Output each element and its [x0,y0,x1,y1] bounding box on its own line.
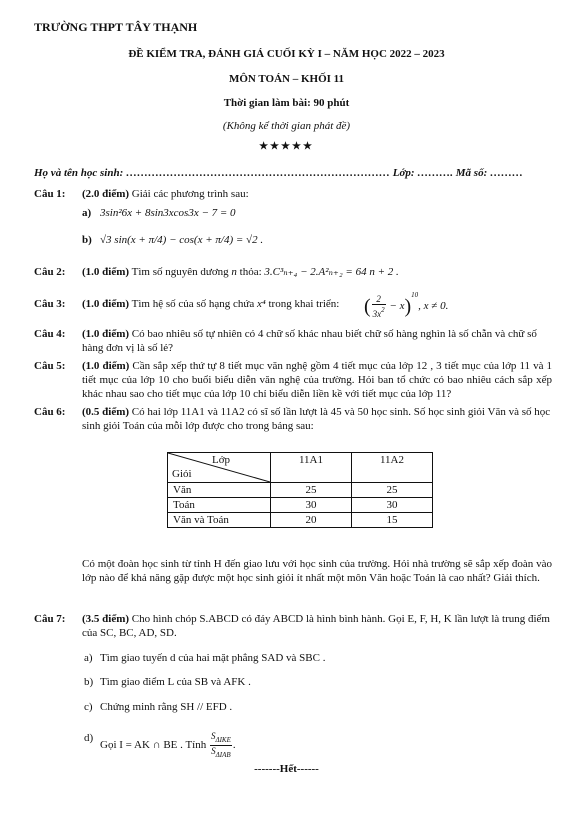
table-row [168,483,433,498]
question-label: Câu 6: [34,406,66,418]
question-6 [82,405,552,433]
table-row [168,513,433,528]
row-label: Văn [168,483,271,498]
variable: n [231,266,237,278]
subject-line: MÔN TOÁN – KHỐI 11 [228,73,345,85]
column-header: 11A2 [352,453,433,483]
question-label: Câu 3: [34,298,66,310]
duration-line: Thời gian làm bài: 90 phút [223,97,350,109]
table-cell: 30 [271,498,352,513]
part-7b: Tìm giao điểm L của SB và AFK . [100,676,251,688]
question-text: Cần sắp xếp thứ tự 8 tiết mục văn nghệ gồm 4 tiết mục của lớp 12 , 3 tiết mục của lớp 11 và 1 tiết mục của lớp 10 cho buổi biểu diễn văn nghệ của trường. Hỏi ban tổ chức có bao nhiêu cách sắp xếp khác nhau sao cho tiết mục của lớp 10 chỉ biểu diễn liền kề với tiết mục của lớp 11? [82,360,553,400]
table-cell: 15 [352,513,433,528]
table-cell: 20 [271,513,352,528]
part-label: c) [84,701,93,713]
expansion-condition: , x ≠ 0. [418,300,449,312]
part-7d-text: Gọi I = AK ∩ BE . Tính [100,739,207,752]
points: (1.0 điểm) [82,298,130,310]
question-text-2: trong khai triển: [268,298,340,310]
grades-table [167,452,433,528]
points: (0.5 điểm) [82,406,130,418]
question-text: Có hai lớp 11A1 và 11A2 có sĩ số lần lượt là 45 và 50 học sinh. Số học sinh giỏi Văn và số học sinh giỏi Toán của mỗi lớp được cho trong bảng sau: [82,406,551,432]
question-5 [82,359,552,401]
question-text-2: thỏa: [239,266,262,278]
question-1 [82,187,552,201]
row-label: Toán [168,498,271,513]
exam-title: ĐỀ KIỂM TRA, ĐÁNH GIÁ CUỐI KỲ I – NĂM HỌC 2022 – 2023 [128,48,445,60]
question-text: Cho hình chóp S.ABCD có đáy ABCD là hình bình hành. Gọi E, F, H, K lần lượt là trung điểm của SC, BC, AD, SD. [82,613,550,639]
question-text: Giải các phương trình sau: [131,188,249,200]
question-4 [82,327,552,355]
row-label: Văn và Toán [168,513,271,528]
table-header-row [168,453,433,483]
area-ratio-fraction: $\frac{S_{\Delta IKE}}{S_{\Delta IAB}}$ [210,731,231,759]
question-text: Tìm hệ số của số hạng chứa [131,298,255,310]
equation-1a: 3sin²6x + 8sin3xcos3x − 7 = 0 [100,207,236,219]
part-7a: Tìm giao tuyến d của hai mặt phẳng SAD và SBC . [100,652,326,664]
points: (1.0 điểm) [82,360,130,372]
duration-note: (Không kể thời gian phát đề) [222,120,351,132]
corner-bottom-label: Giỏi [172,468,192,480]
question-label: Câu 2: [34,266,66,278]
end-marker: -------Hết------ [254,763,319,775]
part-label: b) [82,234,92,246]
column-header: 11A1 [271,453,352,483]
part-label: b) [84,676,94,688]
table-cell: 30 [352,498,433,513]
question-text: Tìm số nguyên dương [131,266,229,278]
table-corner-cell [168,453,271,483]
question-3 [82,297,552,311]
part-label: a) [82,207,92,219]
question-label: Câu 4: [34,328,66,340]
table-cell: 25 [271,483,352,498]
table-cell: 25 [352,483,433,498]
points: (3.5 điểm) [82,613,130,625]
points: (1.0 điểm) [82,328,130,340]
corner-top-label: Lớp [212,454,231,466]
question-text: Có bao nhiêu số tự nhiên có 4 chữ số khác nhau biết chữ số hàng nghìn là số chẵn và chữ số hàng đơn vị là số lẻ? [82,328,537,354]
part-label: a) [84,652,93,664]
question-6-followup: Có một đoàn học sinh từ tỉnh H đến giao lưu với học sinh của trường. Hỏi nhà trường sẽ sắp xếp đoàn vào lớp nào để khả năng gặp được một học sinh giỏi ít nhất một môn Văn hoặc Toán là cao nhất? Giải thích. [82,558,552,584]
question-label: Câu 5: [34,360,66,372]
question-2 [82,265,552,279]
question-label: Câu 7: [34,613,66,625]
variable: x⁴ [257,298,266,310]
stars-divider: ★★★★★ [259,141,314,152]
equation-2: 3.C³ₙ₊₄ − 2.A²ₙ₊₂ = 64 n + 2 . [264,266,399,278]
fraction: $\frac{2}{3x^2}$ [372,293,385,319]
points: (2.0 điểm) [82,188,130,200]
part-7c: Chứng minh rằng SH // EFD . [100,701,233,713]
equation-1b: √3 sin(x + π/4) − cos(x + π/4) = √2 . [100,234,264,246]
school-name: TRƯỜNG THPT TÂY THẠNH [34,20,198,34]
points: (1.0 điểm) [82,266,130,278]
student-info-line: Họ và tên học sinh: ……………………………………………………………… Lớp: ………. Mã số: ……… [34,167,523,179]
part-7d: Gọi I = AK ∩ BE . Tính $\frac{S_{\Delta IKE}}{S_{\Delta IAB}}$ . [100,731,236,759]
part-label: d) [84,732,94,744]
expansion-expression: ( $\frac{2}{3x^2}$ − x)$^{10}$, x ≠ 0. [364,291,449,319]
question-label: Câu 1: [34,188,66,200]
table-row [168,498,433,513]
question-7 [82,612,552,640]
